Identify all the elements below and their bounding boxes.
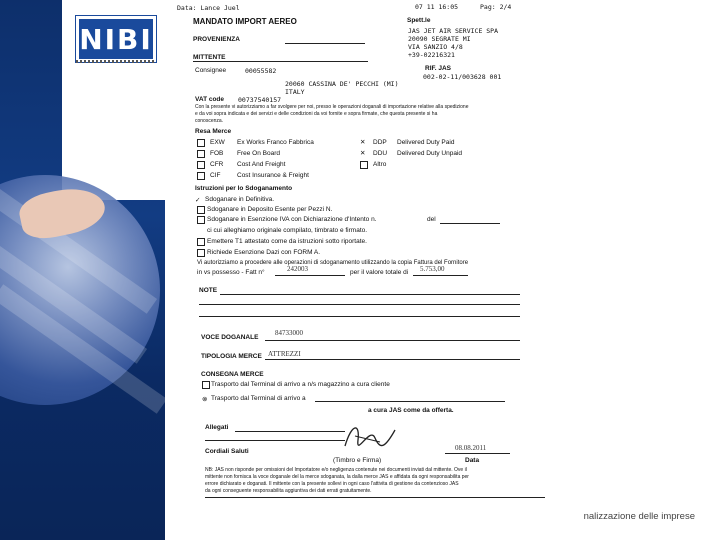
ddp-check-mark: ✕	[360, 139, 366, 146]
allegati-line	[205, 440, 345, 441]
consegna-option-2: Trasporto dal Terminal di arrivo a	[211, 395, 306, 402]
istruzione-6-checkbox[interactable]	[197, 249, 205, 257]
spett-label: Spett.le	[407, 17, 431, 24]
voce-label: VOCE DOGANALE	[201, 334, 259, 341]
istruzione-3-checkbox[interactable]	[197, 216, 205, 224]
document-title: MANDATO IMPORT AEREO	[193, 17, 297, 26]
istruzioni-title: Istruzioni per lo Sdoganamento	[195, 185, 293, 192]
firma-label: (Timbro e Firma)	[333, 457, 382, 464]
recipient-line-4: +39-02216321	[408, 51, 455, 59]
provenienza-label: PROVENIENZA	[193, 36, 240, 43]
nibi-logo	[76, 16, 156, 62]
fob-code: FOB	[210, 150, 224, 157]
consegna-label: CONSEGNA MERCE	[201, 371, 264, 378]
provenienza-line	[285, 43, 365, 44]
handwritten-signature	[340, 418, 400, 453]
del-line	[440, 223, 500, 224]
logo-text: NIBI	[79, 22, 153, 56]
ddu-check-mark: ✕	[360, 150, 366, 157]
note-line	[220, 294, 520, 295]
mittente-line	[193, 61, 368, 62]
recipient-line-2: 20090 SEGRATE MI	[408, 35, 471, 43]
istruzione-5: Emettere T1 attestato come da istruzioni sotto riportate.	[207, 238, 367, 245]
istruzione-3: Sdoganare in Esenzione IVA con Dichiarazione d'Intento n.	[207, 216, 377, 223]
recipient-line-3: VIA SANZIO 4/8	[408, 43, 463, 51]
intro-line-2: e da voi sopra indicata e dei servizi e delle condizioni da voi fornite e sopra firmate, che questa presente si ha	[195, 111, 438, 117]
consegna-option-1: Trasporto dal Terminal di arrivo a n/s magazzino a cura cliente	[211, 381, 390, 388]
note-line	[199, 304, 520, 305]
recipient-line-1: JAS JET AIR SERVICE SPA	[408, 27, 499, 35]
exw-desc: Ex Works Franco Fabbrica	[237, 139, 314, 146]
fob-checkbox[interactable]	[197, 150, 205, 158]
fax-date: 07 11 16:05	[415, 3, 459, 11]
consignee-value: 00055582	[245, 67, 277, 75]
voce-line	[265, 340, 520, 341]
rif-value: 002-02-11/003628 001	[423, 73, 502, 81]
jas-offerta: a cura JAS come da offerta.	[368, 407, 454, 414]
ddp-desc: Delivered Duty Paid	[397, 139, 455, 146]
nb-line-3: errore dichiarato e doganati. Il mittente con la presente sollevi in ogni caso l'attivita di gestione da contenzioso JAS	[205, 481, 459, 487]
address-line-1: 20060 CASSINA DE' PECCHI (MI)	[285, 80, 399, 88]
allegati-line	[235, 431, 345, 432]
bottom-rule	[205, 497, 545, 498]
slide-footer: nalizzazione delle imprese	[583, 511, 695, 522]
allegati-label: Allegati	[205, 424, 229, 431]
fattura-label: in vs possesso - Fatt n°	[197, 269, 265, 276]
intro-line-3: conoscenza.	[195, 118, 224, 124]
valore-label: per il valore totale di	[350, 269, 409, 276]
check-mark: ✓	[195, 197, 201, 204]
tipologia-label: TIPOLOGIA MERCE	[201, 353, 262, 360]
consegna-line	[315, 401, 505, 402]
valore-value: 5.753,00	[420, 265, 445, 273]
altro-code: Altro	[373, 161, 387, 168]
nb-line-2: mittente non fornisca la voce doganale del la merce sdoganata, la dalla merce JAS e affidata da ogni responsabilita per	[205, 474, 469, 480]
logo-tagline	[76, 60, 156, 63]
istruzione-1: Sdoganare in Definitiva.	[205, 196, 275, 203]
istruzione-4: ci cui alleghiamo originale compilato, timbrato e firmato.	[207, 227, 368, 234]
istruzione-5-checkbox[interactable]	[197, 238, 205, 246]
fattura-num: 242003	[287, 265, 308, 273]
address-line-2: ITALY	[285, 88, 305, 96]
del-label: del	[427, 216, 436, 223]
consegna-option-2-mark: ⊗	[202, 396, 208, 403]
nb-line-4: da ogni conseguente responsabilita aggiuntiva dei dati errati gratuitamente.	[205, 488, 372, 494]
fob-desc: Free On Board	[237, 150, 280, 157]
consignee-label: Consignee	[195, 67, 227, 74]
voce-value: 84733000	[275, 329, 303, 337]
cordiali-label: Cordiali Saluti	[205, 448, 249, 455]
nb-line-1: NB: JAS non risponde per omissioni del Importatore e/o negligenza contenute nei documenti inviati dal mittente. Ove il	[205, 467, 467, 473]
ddu-desc: Delivered Duty Unpaid	[397, 150, 463, 157]
tipologia-value: ATTREZZI	[268, 350, 301, 358]
istruzione-6: Richiede Esenzione Dazi con FORM A.	[207, 249, 321, 256]
data-value: 08.08.2011	[455, 444, 487, 452]
valore-line	[413, 275, 468, 276]
ddu-code: DDU	[373, 150, 388, 157]
note-label: NOTE	[199, 287, 218, 294]
autorizza-text: Vi autorizziamo a procedere alle operazioni di sdoganamento utilizzando la copia Fattura del Fornitore	[197, 260, 469, 266]
cfr-desc: Cost And Freight	[237, 161, 286, 168]
note-line	[199, 316, 520, 317]
fax-date-label: Data: Lance Juel	[177, 4, 240, 12]
istruzione-2: Sdoganare in Deposito Esente per Pezzi N.	[207, 206, 333, 213]
exw-code: EXW	[210, 139, 225, 146]
tipologia-line	[265, 359, 520, 360]
cif-code: CIF	[210, 172, 221, 179]
exw-checkbox[interactable]	[197, 139, 205, 147]
data-line	[445, 453, 510, 454]
fax-page: Pag: 2/4	[480, 3, 512, 11]
vat-value: 00737540157	[238, 96, 282, 104]
scanned-document	[165, 0, 550, 540]
altro-checkbox[interactable]	[360, 161, 368, 169]
data-label: Data	[465, 457, 480, 464]
intro-line-1: Con la presente vi autorizziamo a far svolgere per noi, presso le operazioni doganali di importazione relative alla spedizione	[195, 104, 469, 110]
cif-checkbox[interactable]	[197, 172, 205, 180]
rif-label: RIF. JAS	[425, 65, 452, 72]
resa-title: Resa Merce	[195, 128, 232, 135]
vat-label: VAT code	[195, 96, 225, 103]
slide-left-decoration	[0, 0, 165, 540]
fattura-line	[275, 275, 345, 276]
mittente-label: MITTENTE	[193, 54, 226, 61]
cif-desc: Cost Insurance & Freight	[237, 172, 309, 179]
cfr-code: CFR	[210, 161, 224, 168]
istruzione-2-checkbox[interactable]	[197, 206, 205, 214]
consegna-option-1-checkbox[interactable]	[202, 381, 210, 389]
cfr-checkbox[interactable]	[197, 161, 205, 169]
ddp-code: DDP	[373, 139, 387, 146]
